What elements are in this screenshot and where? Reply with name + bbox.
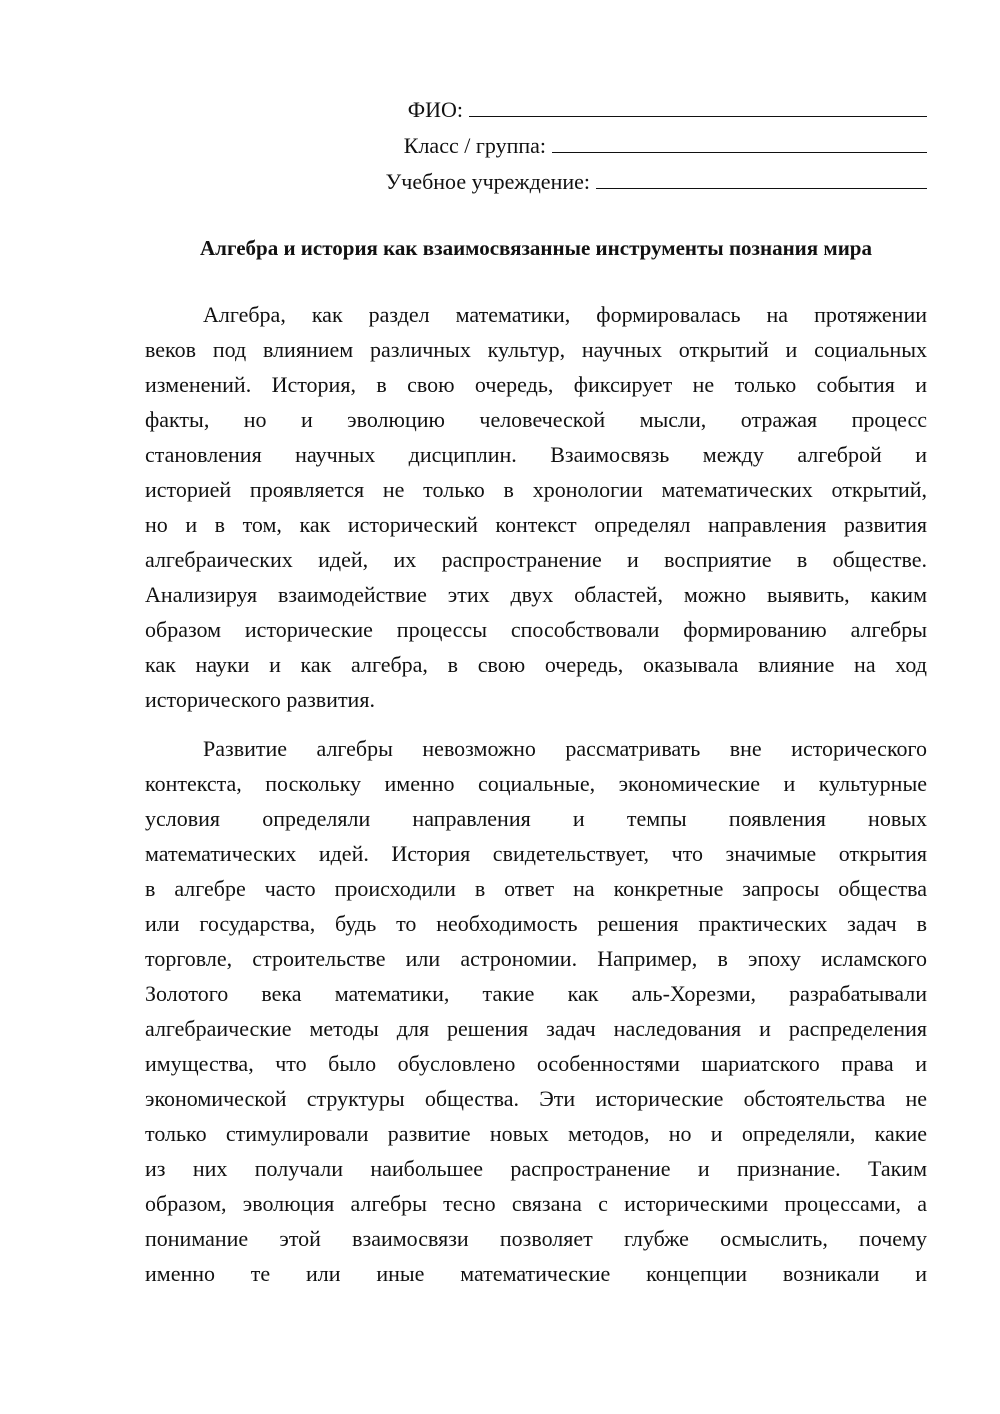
paragraph-line: экономической структуры общества. Эти исторические обстоятельства не <box>145 1086 927 1111</box>
school-label: Учебное учреждение: <box>385 169 590 194</box>
paragraph-line: алгебраических идей, их распространение и восприятие в обществе. <box>145 547 927 572</box>
document-title: Алгебра и история как взаимосвязанные инструменты познания мира <box>200 236 872 260</box>
paragraph-line: веков под влиянием различных культур, научных открытий и социальных <box>145 337 927 362</box>
class-blank-line <box>552 130 927 153</box>
paragraph-line: математических идей. История свидетельствует, что значимые открытия <box>145 841 927 866</box>
paragraph-line: Анализируя взаимодействие этих двух областей, можно выявить, каким <box>145 582 927 607</box>
fio-blank-line <box>469 94 927 117</box>
paragraph-line: но и в том, как исторический контекст определял направления развития <box>145 512 927 537</box>
paragraph-line: образом исторические процессы способствовали формированию алгебры <box>145 617 927 642</box>
paragraph-2 <box>145 731 927 1291</box>
student-info-header <box>307 92 927 200</box>
paragraph-line: контекста, поскольку именно социальные, экономические и культурные <box>145 771 927 796</box>
paragraph-line: факты, но и эволюцию человеческой мысли, отражая процесс <box>145 407 927 432</box>
paragraph-line: образом, эволюция алгебры тесно связана с историческими процессами, а <box>145 1191 927 1216</box>
paragraph-line: Алгебра, как раздел математики, формировалась на протяжении <box>203 302 927 327</box>
school-row <box>307 164 927 200</box>
paragraph-line: или государства, будь то необходимость решения практических задач в <box>145 911 927 936</box>
paragraph-line: алгебраические методы для решения задач наследования и распределения <box>145 1016 927 1041</box>
class-row <box>307 128 927 164</box>
paragraph-line: имущества, что было обусловлено особенностями шариатского права и <box>145 1051 927 1076</box>
paragraph-line: только стимулировали развитие новых методов, но и определяли, какие <box>145 1121 927 1146</box>
paragraph-line: из них получали наибольшее распространение и признание. Таким <box>145 1156 927 1181</box>
paragraph-line: именно те или иные математические концепции возникали и <box>145 1261 927 1286</box>
paragraph-line: становления научных дисциплин. Взаимосвязь между алгеброй и <box>145 442 927 467</box>
paragraph-line: Развитие алгебры невозможно рассматривать вне исторического <box>203 736 927 761</box>
paragraph-line: изменений. История, в свою очередь, фиксирует не только события и <box>145 372 927 397</box>
paragraph-line: торговле, строительстве или астрономии. Например, в эпоху исламского <box>145 946 927 971</box>
paragraph-line: исторического развития. <box>145 687 375 712</box>
school-blank-line <box>596 166 927 189</box>
paragraph-line: условия определяли направления и темпы появления новых <box>145 806 927 831</box>
paragraph-line: историей проявляется не только в хронологии математических открытий, <box>145 477 927 502</box>
paragraph-line: понимание этой взаимосвязи позволяет глубже осмыслить, почему <box>145 1226 927 1251</box>
paragraph-1 <box>145 297 927 717</box>
paragraph-line: как науки и как алгебра, в свою очередь, оказывала влияние на ход <box>145 652 927 677</box>
paragraph-line: в алгебре часто происходили в ответ на конкретные запросы общества <box>145 876 927 901</box>
fio-label: ФИО: <box>407 97 463 122</box>
fio-row <box>307 92 927 128</box>
paragraph-line: Золотого века математики, такие как аль-Хорезми, разрабатывали <box>145 981 927 1006</box>
class-label: Класс / группа: <box>403 133 546 158</box>
